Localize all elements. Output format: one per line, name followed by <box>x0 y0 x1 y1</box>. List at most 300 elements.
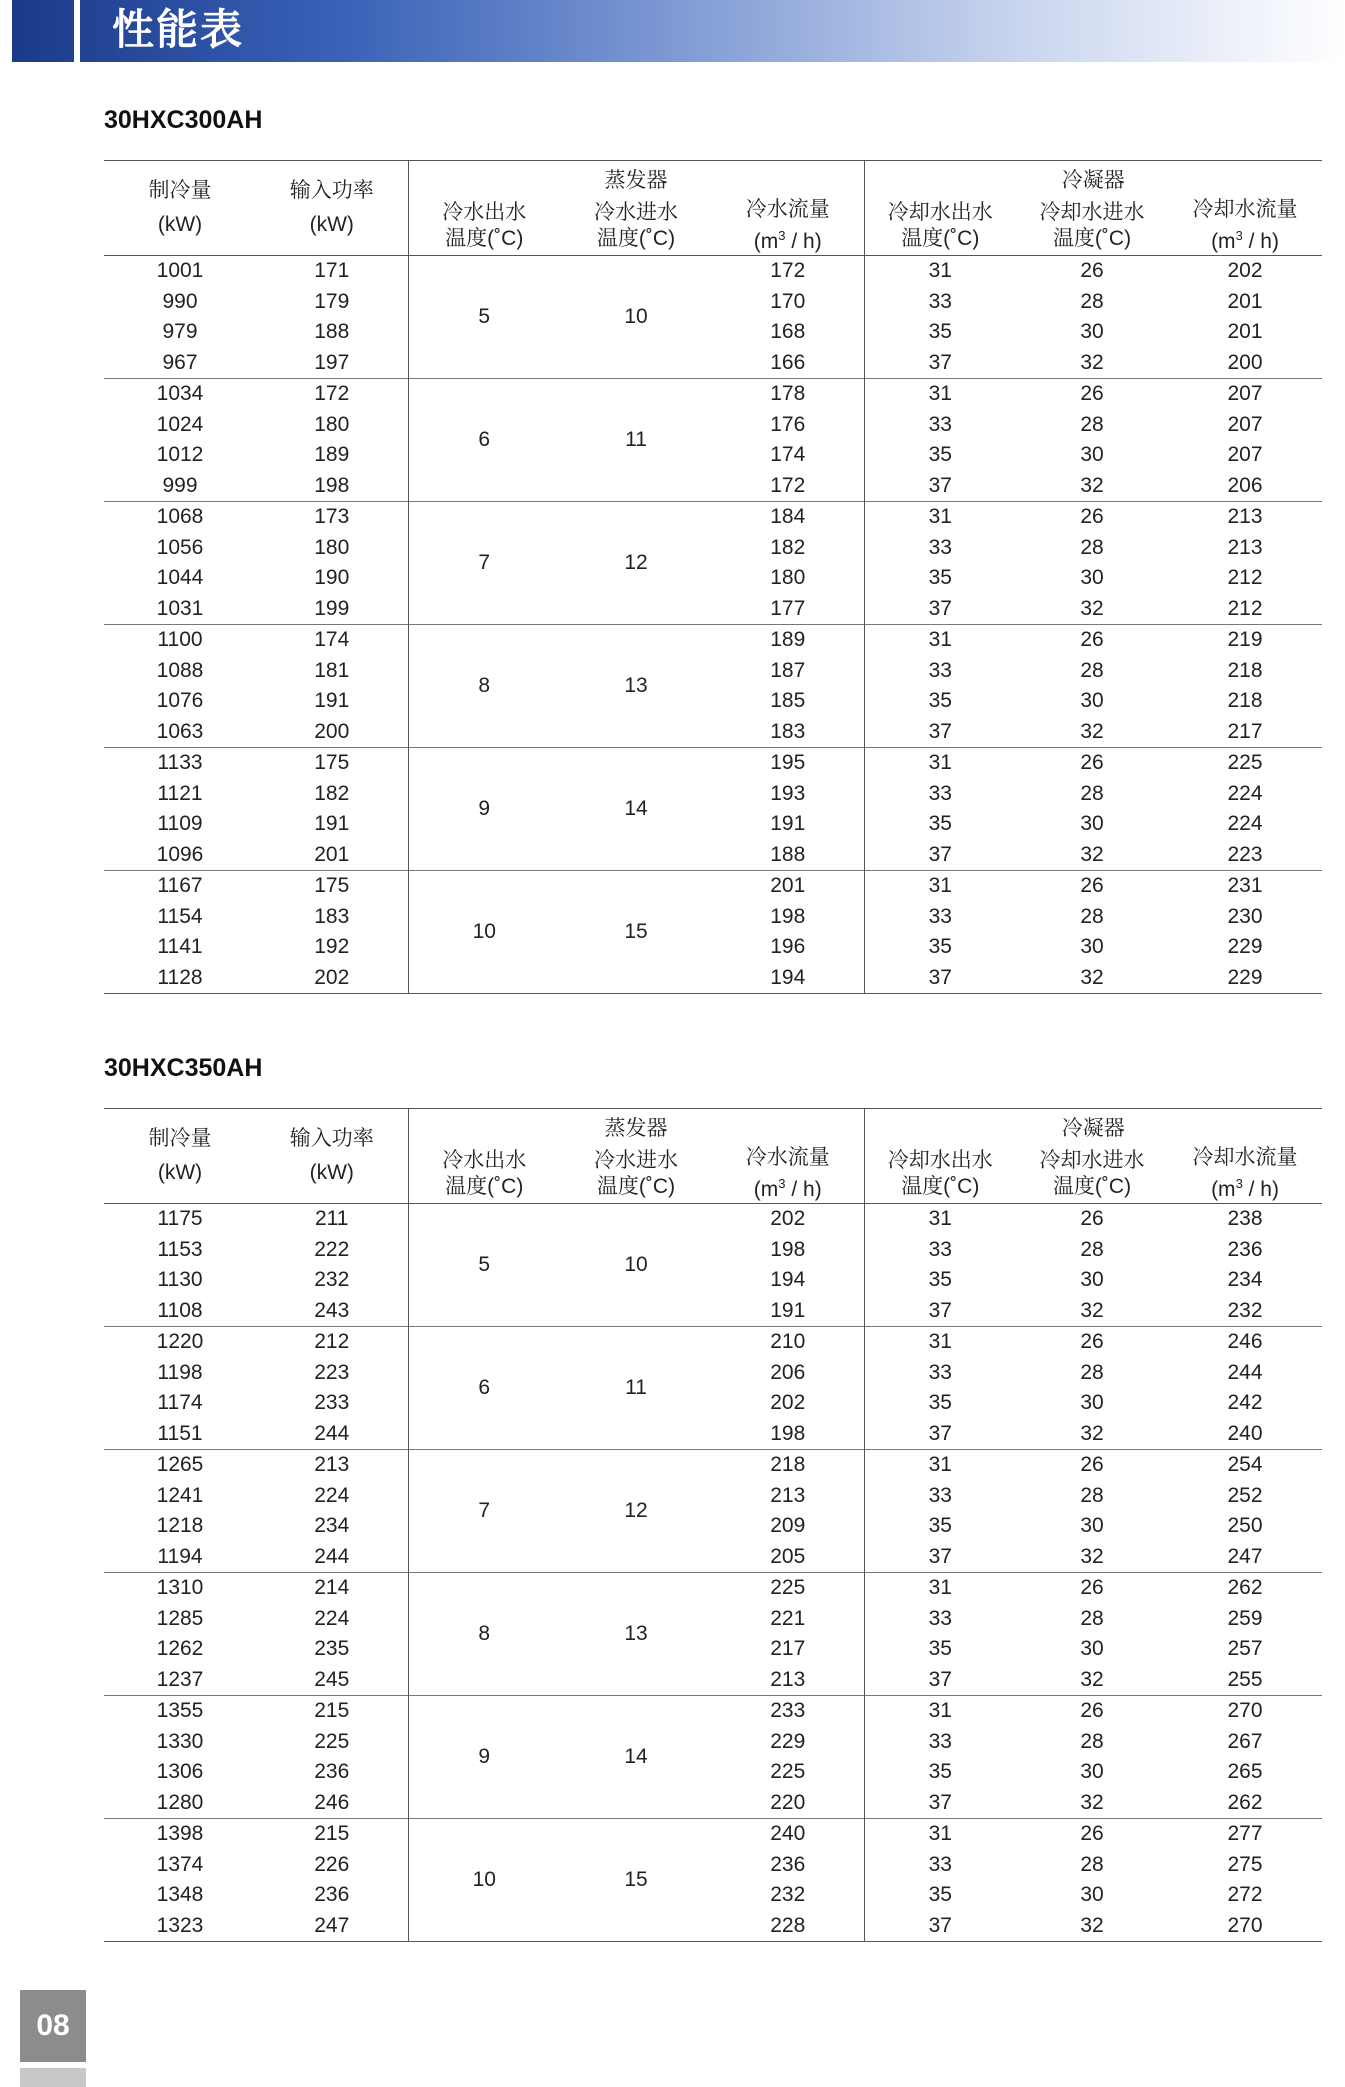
header-chw-flow-unit <box>754 1178 822 1201</box>
cell-cw-out: 31 <box>864 1573 1016 1604</box>
cell-chw-flow: 202 <box>770 1391 806 1414</box>
cell-capacity: 1330 <box>156 1729 204 1753</box>
flow-unit-pre: (m <box>1211 1178 1236 1201</box>
cell-chw-flow: 213 <box>770 1667 806 1691</box>
cell-cw-in: 28 <box>1080 289 1104 313</box>
cell-power: 244 <box>314 1421 350 1445</box>
cell-cw-out: 35 <box>864 440 1016 471</box>
cell-chw-flow: 210 <box>712 1327 864 1358</box>
cell-power: 174 <box>256 625 408 656</box>
header-power-label: 输入功率 <box>289 1127 374 1150</box>
cell-chw-flow: 177 <box>770 596 806 620</box>
cell-cw-in: 32 <box>1016 963 1168 994</box>
cell-chw-flow: 191 <box>770 1298 806 1322</box>
cell-cw-flow: 242 <box>1227 1391 1263 1414</box>
cell-power: 215 <box>256 1696 408 1727</box>
cell-cw-flow: 236 <box>1227 1237 1263 1261</box>
cell-cw-out: 31 <box>864 379 1016 410</box>
header-chw-out-label: 冷水出水 <box>442 201 527 224</box>
cell-capacity: 1151 <box>157 1421 203 1445</box>
cell-cw-in: 32 <box>1080 1790 1104 1814</box>
cell-cw-flow: 224 <box>1227 781 1263 805</box>
cell-chw-flow: 182 <box>770 535 806 559</box>
cell-capacity: 1056 <box>156 535 204 559</box>
cell-power: 200 <box>314 719 350 743</box>
header-chw-out-unit: 温度(˚C) <box>445 227 524 250</box>
cell-cw-out: 37 <box>864 717 1016 748</box>
flow-unit-pre: (m <box>753 1178 779 1201</box>
cell-cw-flow: 246 <box>1168 1327 1322 1358</box>
cell-capacity: 1063 <box>156 719 204 743</box>
cell-cw-flow: 265 <box>1227 1760 1263 1783</box>
cell-cw-out: 33 <box>864 1358 1016 1389</box>
cell-cw-in: 30 <box>1080 812 1104 835</box>
table-row <box>104 1542 1322 1573</box>
cell-capacity: 1024 <box>156 412 204 436</box>
cell-power: 243 <box>314 1298 350 1322</box>
cell-cw-flow: 272 <box>1227 1883 1263 1906</box>
cell-cw-out: 37 <box>864 1665 1016 1696</box>
cell-chw-out: 6 <box>408 1327 560 1450</box>
cell-cw-in: 28 <box>1080 535 1104 559</box>
cell-power: 202 <box>256 963 408 994</box>
cell-cw-flow: 224 <box>1227 812 1263 835</box>
table-row <box>104 809 1322 840</box>
cell-cw-in: 28 <box>1080 904 1104 928</box>
cell-cw-flow: 277 <box>1168 1819 1322 1850</box>
cell-cw-flow: 250 <box>1227 1514 1263 1537</box>
flow-unit-post: / h) <box>785 1178 822 1201</box>
cell-chw-flow: 225 <box>712 1573 864 1604</box>
cell-cw-out: 33 <box>864 1235 1016 1266</box>
cell-cw-out: 35 <box>864 686 1016 717</box>
header-bar <box>12 0 1345 62</box>
cell-cw-flow: 206 <box>1227 473 1263 497</box>
table-header <box>104 1109 1322 1204</box>
table-row <box>104 686 1322 717</box>
cell-cw-out: 33 <box>864 533 1016 564</box>
header-cw-in <box>1016 197 1168 256</box>
table-row <box>104 1235 1322 1266</box>
header-chw-flow-label: 冷水流量 <box>745 1146 830 1169</box>
cell-capacity: 1088 <box>156 658 204 682</box>
table-row <box>104 1727 1322 1758</box>
cell-chw-flow: 201 <box>712 871 864 902</box>
cell-cw-out: 31 <box>864 502 1016 533</box>
cell-chw-out: 9 <box>408 1696 560 1819</box>
header-chw-out-unit: 温度(˚C) <box>445 1175 524 1198</box>
cell-cw-in: 28 <box>1080 781 1104 805</box>
cell-chw-in: 14 <box>560 748 712 871</box>
cell-chw-in: 13 <box>560 1573 712 1696</box>
cell-chw-flow: 218 <box>712 1450 864 1481</box>
cell-cw-out: 33 <box>864 287 1016 318</box>
cell-cw-out: 33 <box>864 410 1016 441</box>
cell-cw-flow: 259 <box>1227 1606 1263 1630</box>
cell-chw-flow: 176 <box>770 412 806 436</box>
table-row <box>104 1604 1322 1635</box>
cell-cw-flow: 240 <box>1227 1421 1263 1445</box>
table-row <box>104 1204 1322 1235</box>
cell-chw-out: 6 <box>408 379 560 502</box>
cell-capacity: 1121 <box>157 781 203 805</box>
cell-cw-flow: 219 <box>1168 625 1322 656</box>
cell-chw-flow: 194 <box>770 1268 806 1291</box>
table-row <box>104 932 1322 963</box>
cell-cw-in: 30 <box>1080 689 1104 712</box>
cell-capacity: 1265 <box>104 1450 256 1481</box>
cell-cw-out: 31 <box>864 1327 1016 1358</box>
cell-cw-in: 26 <box>1016 748 1168 779</box>
header-cw-flow-label: 冷却水流量 <box>1192 198 1298 221</box>
table-row <box>104 1911 1322 1942</box>
cell-cw-out: 33 <box>864 902 1016 933</box>
cell-power: 189 <box>314 443 350 466</box>
cell-cw-flow: 275 <box>1227 1852 1263 1876</box>
header-evaporator: 蒸发器 <box>408 161 864 198</box>
cell-capacity: 1001 <box>156 259 204 282</box>
cell-cw-flow: 213 <box>1227 535 1263 559</box>
cell-capacity: 1280 <box>156 1790 204 1814</box>
cell-chw-flow: 232 <box>770 1883 806 1906</box>
header-chw-flow-label: 冷水流量 <box>745 198 830 221</box>
cell-capacity: 1285 <box>156 1606 204 1630</box>
table-row <box>104 779 1322 810</box>
cell-cw-out: 33 <box>864 1604 1016 1635</box>
table-row <box>104 1511 1322 1542</box>
cell-power: 215 <box>256 1819 408 1850</box>
cell-cw-in: 26 <box>1016 502 1168 533</box>
cell-capacity: 1355 <box>104 1696 256 1727</box>
cell-capacity: 1237 <box>156 1667 204 1691</box>
header-chw-flow <box>712 197 864 256</box>
cell-capacity: 1398 <box>104 1819 256 1850</box>
header-capacity-label: 制冷量 <box>148 179 212 202</box>
cell-cw-in: 32 <box>1080 1298 1104 1322</box>
cell-cw-out: 37 <box>864 1542 1016 1573</box>
cell-cw-in: 32 <box>1080 719 1104 743</box>
table-row <box>104 1696 1322 1727</box>
cell-chw-flow: 202 <box>770 1207 806 1230</box>
table-body <box>104 1204 1322 1942</box>
cell-chw-flow: 195 <box>712 748 864 779</box>
cell-capacity: 990 <box>162 289 198 313</box>
cell-chw-out: 10 <box>408 1819 560 1942</box>
cell-chw-in: 12 <box>560 502 712 625</box>
cell-cw-in: 26 <box>1016 379 1168 410</box>
cell-chw-out: 7 <box>408 502 560 625</box>
cell-capacity: 1130 <box>157 1268 203 1291</box>
cell-cw-flow: 212 <box>1227 596 1263 620</box>
header-accent <box>74 0 80 62</box>
cell-power: 181 <box>314 658 350 682</box>
cell-power: 173 <box>256 502 408 533</box>
cell-cw-flow: 225 <box>1168 748 1322 779</box>
cell-cw-flow: 230 <box>1227 904 1263 928</box>
cell-cw-out: 35 <box>864 1880 1016 1911</box>
cell-chw-out: 5 <box>408 256 560 379</box>
cell-capacity: 1096 <box>156 842 204 866</box>
cell-power: 213 <box>256 1450 408 1481</box>
cell-power: 175 <box>256 748 408 779</box>
cell-capacity: 1323 <box>104 1911 256 1942</box>
cell-chw-flow: 178 <box>712 379 864 410</box>
header-cw-flow <box>1168 197 1322 256</box>
cell-capacity: 1100 <box>104 625 256 656</box>
cell-cw-in: 32 <box>1080 1421 1104 1445</box>
cell-chw-flow: 187 <box>770 658 806 682</box>
cell-capacity: 967 <box>162 350 198 374</box>
header-cw-in-unit: 温度(˚C) <box>1052 1175 1132 1198</box>
cell-cw-in: 26 <box>1080 259 1104 282</box>
cell-cw-out: 37 <box>864 840 1016 871</box>
cell-capacity: 1167 <box>104 871 256 902</box>
table-header <box>104 161 1322 256</box>
table-row <box>104 1573 1322 1604</box>
cell-cw-out: 33 <box>864 1727 1016 1758</box>
header-cw-out-label: 冷却水出水 <box>887 1149 993 1172</box>
cell-chw-in: 15 <box>560 1819 712 1942</box>
cell-cw-out: 37 <box>864 1788 1016 1819</box>
performance-table-1 <box>104 160 1322 994</box>
header-chw-in-label: 冷水进水 <box>594 201 678 224</box>
cell-cw-in: 28 <box>1080 1729 1104 1753</box>
table-body <box>104 256 1322 994</box>
cell-cw-in: 30 <box>1080 320 1104 343</box>
cell-cw-out: 35 <box>864 1265 1016 1296</box>
cell-chw-out: 10 <box>408 871 560 994</box>
cell-power: 225 <box>314 1729 350 1753</box>
cell-cw-flow: 200 <box>1227 350 1263 374</box>
cell-chw-out: 7 <box>408 1450 560 1573</box>
cell-power: 175 <box>256 871 408 902</box>
table-row <box>104 1757 1322 1788</box>
cell-capacity: 1220 <box>104 1327 256 1358</box>
table-row <box>104 1265 1322 1296</box>
header-cw-flow-unit <box>1211 230 1279 253</box>
cell-cw-in: 30 <box>1080 935 1104 958</box>
cell-cw-flow: 254 <box>1168 1450 1322 1481</box>
cell-cw-in: 32 <box>1080 842 1104 866</box>
cell-cw-flow: 247 <box>1227 1544 1263 1568</box>
cell-cw-flow: 255 <box>1227 1667 1263 1691</box>
table-row <box>104 533 1322 564</box>
cell-chw-flow: 240 <box>712 1819 864 1850</box>
cell-power: 245 <box>314 1667 350 1691</box>
cell-chw-flow: 220 <box>770 1790 806 1814</box>
cell-cw-flow: 218 <box>1227 689 1263 712</box>
table-row <box>104 256 1322 287</box>
cell-chw-flow: 233 <box>712 1696 864 1727</box>
cell-capacity: 1154 <box>157 904 203 928</box>
cell-power: 222 <box>314 1237 350 1261</box>
header-chw-in <box>560 1145 712 1204</box>
header-cw-in-unit: 温度(˚C) <box>1052 227 1132 250</box>
flow-unit-sup: 3 <box>1235 228 1243 243</box>
flow-unit-pre: (m <box>1211 230 1236 253</box>
table-row <box>104 1388 1322 1419</box>
table-row <box>104 440 1322 471</box>
header-cw-in-label: 冷却水进水 <box>1039 201 1145 224</box>
cell-chw-in: 12 <box>560 1450 712 1573</box>
header-power <box>256 1109 408 1204</box>
cell-capacity: 1012 <box>156 443 204 466</box>
cell-chw-in: 10 <box>624 304 648 328</box>
cell-chw-out: 8 <box>408 1573 560 1696</box>
cell-cw-flow: 212 <box>1227 566 1263 589</box>
cell-cw-flow: 201 <box>1227 289 1263 313</box>
cell-cw-in: 30 <box>1080 1760 1104 1783</box>
cell-chw-flow: 183 <box>770 719 806 743</box>
cell-capacity: 1031 <box>156 596 204 620</box>
table-row <box>104 902 1322 933</box>
cell-cw-out: 33 <box>864 1481 1016 1512</box>
cell-chw-flow: 172 <box>770 259 806 282</box>
cell-cw-out: 37 <box>864 348 1016 379</box>
cell-power: 172 <box>256 379 408 410</box>
flow-unit-sup: 3 <box>778 228 786 243</box>
cell-cw-flow: 232 <box>1227 1298 1263 1322</box>
cell-cw-in: 26 <box>1016 1573 1168 1604</box>
page-tab <box>20 2068 86 2087</box>
cell-cw-out: 35 <box>864 1757 1016 1788</box>
cell-cw-flow: 252 <box>1227 1483 1263 1507</box>
page-title: 性能表 <box>112 6 245 53</box>
cell-power: 235 <box>314 1637 350 1660</box>
header-cw-out-unit: 温度(˚C) <box>901 227 980 250</box>
cell-chw-flow: 194 <box>712 963 864 994</box>
flow-unit-sup: 3 <box>778 1176 786 1191</box>
table-row <box>104 1450 1322 1481</box>
header-power-label: 输入功率 <box>289 179 374 202</box>
cell-cw-in: 32 <box>1080 473 1104 497</box>
cell-capacity: 1194 <box>157 1544 203 1568</box>
header-power <box>256 161 408 256</box>
table-row <box>104 1419 1322 1450</box>
cell-capacity: 1306 <box>156 1760 204 1783</box>
cell-cw-flow: 223 <box>1227 842 1263 866</box>
cell-cw-flow: 267 <box>1227 1729 1263 1753</box>
cell-power: 211 <box>315 1207 349 1230</box>
cell-chw-flow: 172 <box>770 473 806 497</box>
header-power-unit: (kW) <box>309 1161 354 1184</box>
header-chw-in <box>560 197 712 256</box>
performance-table-2 <box>104 1108 1322 1942</box>
header-chw-out <box>408 1145 560 1204</box>
cell-cw-in: 32 <box>1080 1667 1104 1691</box>
table-row <box>104 748 1322 779</box>
cell-cw-in: 28 <box>1080 1606 1104 1630</box>
cell-chw-in: 10 <box>624 1252 648 1276</box>
cell-chw-flow: 225 <box>770 1760 806 1783</box>
cell-cw-out: 31 <box>864 1696 1016 1727</box>
cell-capacity: 1153 <box>157 1237 203 1261</box>
cell-power: 246 <box>314 1790 350 1814</box>
cell-cw-out: 35 <box>864 1388 1016 1419</box>
cell-cw-flow: 207 <box>1168 379 1322 410</box>
table-row <box>104 1634 1322 1665</box>
table-row <box>104 1327 1322 1358</box>
cell-power: 223 <box>314 1360 350 1384</box>
cell-power: 182 <box>314 781 350 805</box>
cell-chw-out: 9 <box>408 748 560 871</box>
cell-power: 191 <box>314 812 350 835</box>
cell-power: 190 <box>314 566 350 589</box>
table-row <box>104 594 1322 625</box>
cell-chw-flow: 188 <box>770 842 806 866</box>
cell-power: 247 <box>256 1911 408 1942</box>
table-row <box>104 963 1322 994</box>
table-row <box>104 871 1322 902</box>
cell-cw-flow: 231 <box>1168 871 1322 902</box>
cell-capacity: 1241 <box>156 1483 204 1507</box>
cell-cw-flow: 218 <box>1227 658 1263 682</box>
cell-chw-in: 14 <box>560 1696 712 1819</box>
cell-chw-flow: 205 <box>770 1544 806 1568</box>
table-row <box>104 656 1322 687</box>
model-title-2: 30HXC350AH <box>104 1054 263 1082</box>
cell-cw-flow: 229 <box>1227 935 1263 958</box>
cell-chw-flow: 189 <box>712 625 864 656</box>
cell-cw-flow: 257 <box>1227 1637 1263 1660</box>
flow-unit-sup: 3 <box>1235 1176 1243 1191</box>
cell-capacity: 979 <box>162 320 198 343</box>
cell-chw-flow: 236 <box>770 1852 806 1876</box>
cell-cw-flow: 213 <box>1168 502 1322 533</box>
cell-power: 188 <box>314 320 350 343</box>
header-capacity <box>104 161 256 256</box>
cell-chw-in: 15 <box>560 871 712 994</box>
cell-cw-out: 31 <box>864 871 1016 902</box>
cell-cw-out: 31 <box>864 256 1016 287</box>
cell-cw-in: 30 <box>1080 1637 1104 1660</box>
cell-cw-in: 28 <box>1080 1360 1104 1384</box>
cell-power: 244 <box>314 1544 350 1568</box>
table-row <box>104 502 1322 533</box>
header-cw-out-unit: 温度(˚C) <box>901 1175 980 1198</box>
cell-power: 179 <box>314 289 350 313</box>
header-cw-out-label: 冷却水出水 <box>887 201 993 224</box>
cell-cw-in: 30 <box>1080 443 1104 466</box>
cell-cw-in: 30 <box>1080 1391 1104 1414</box>
cell-chw-flow: 166 <box>770 350 806 374</box>
cell-chw-flow: 191 <box>770 812 806 835</box>
cell-cw-in: 26 <box>1016 1327 1168 1358</box>
cell-power: 180 <box>314 412 350 436</box>
header-condenser: 冷凝器 <box>864 161 1322 198</box>
table-row <box>104 410 1322 441</box>
header-evaporator: 蒸发器 <box>408 1109 864 1146</box>
cell-cw-flow: 234 <box>1227 1268 1263 1291</box>
table-row <box>104 1665 1322 1696</box>
header-condenser: 冷凝器 <box>864 1109 1322 1146</box>
cell-cw-in: 32 <box>1080 1544 1104 1568</box>
cell-power: 191 <box>314 689 350 712</box>
header-power-unit: (kW) <box>309 213 354 236</box>
cell-cw-in: 32 <box>1080 350 1104 374</box>
cell-cw-out: 35 <box>864 563 1016 594</box>
cell-cw-in: 30 <box>1080 1883 1104 1906</box>
cell-cw-in: 26 <box>1016 625 1168 656</box>
cell-cw-out: 37 <box>864 1911 1016 1942</box>
cell-power: 234 <box>314 1514 350 1537</box>
cell-cw-in: 26 <box>1080 1207 1104 1230</box>
cell-power: 192 <box>314 935 350 958</box>
cell-power: 180 <box>314 535 350 559</box>
cell-chw-flow: 229 <box>770 1729 806 1753</box>
cell-chw-flow: 174 <box>770 443 806 466</box>
table-row <box>104 379 1322 410</box>
